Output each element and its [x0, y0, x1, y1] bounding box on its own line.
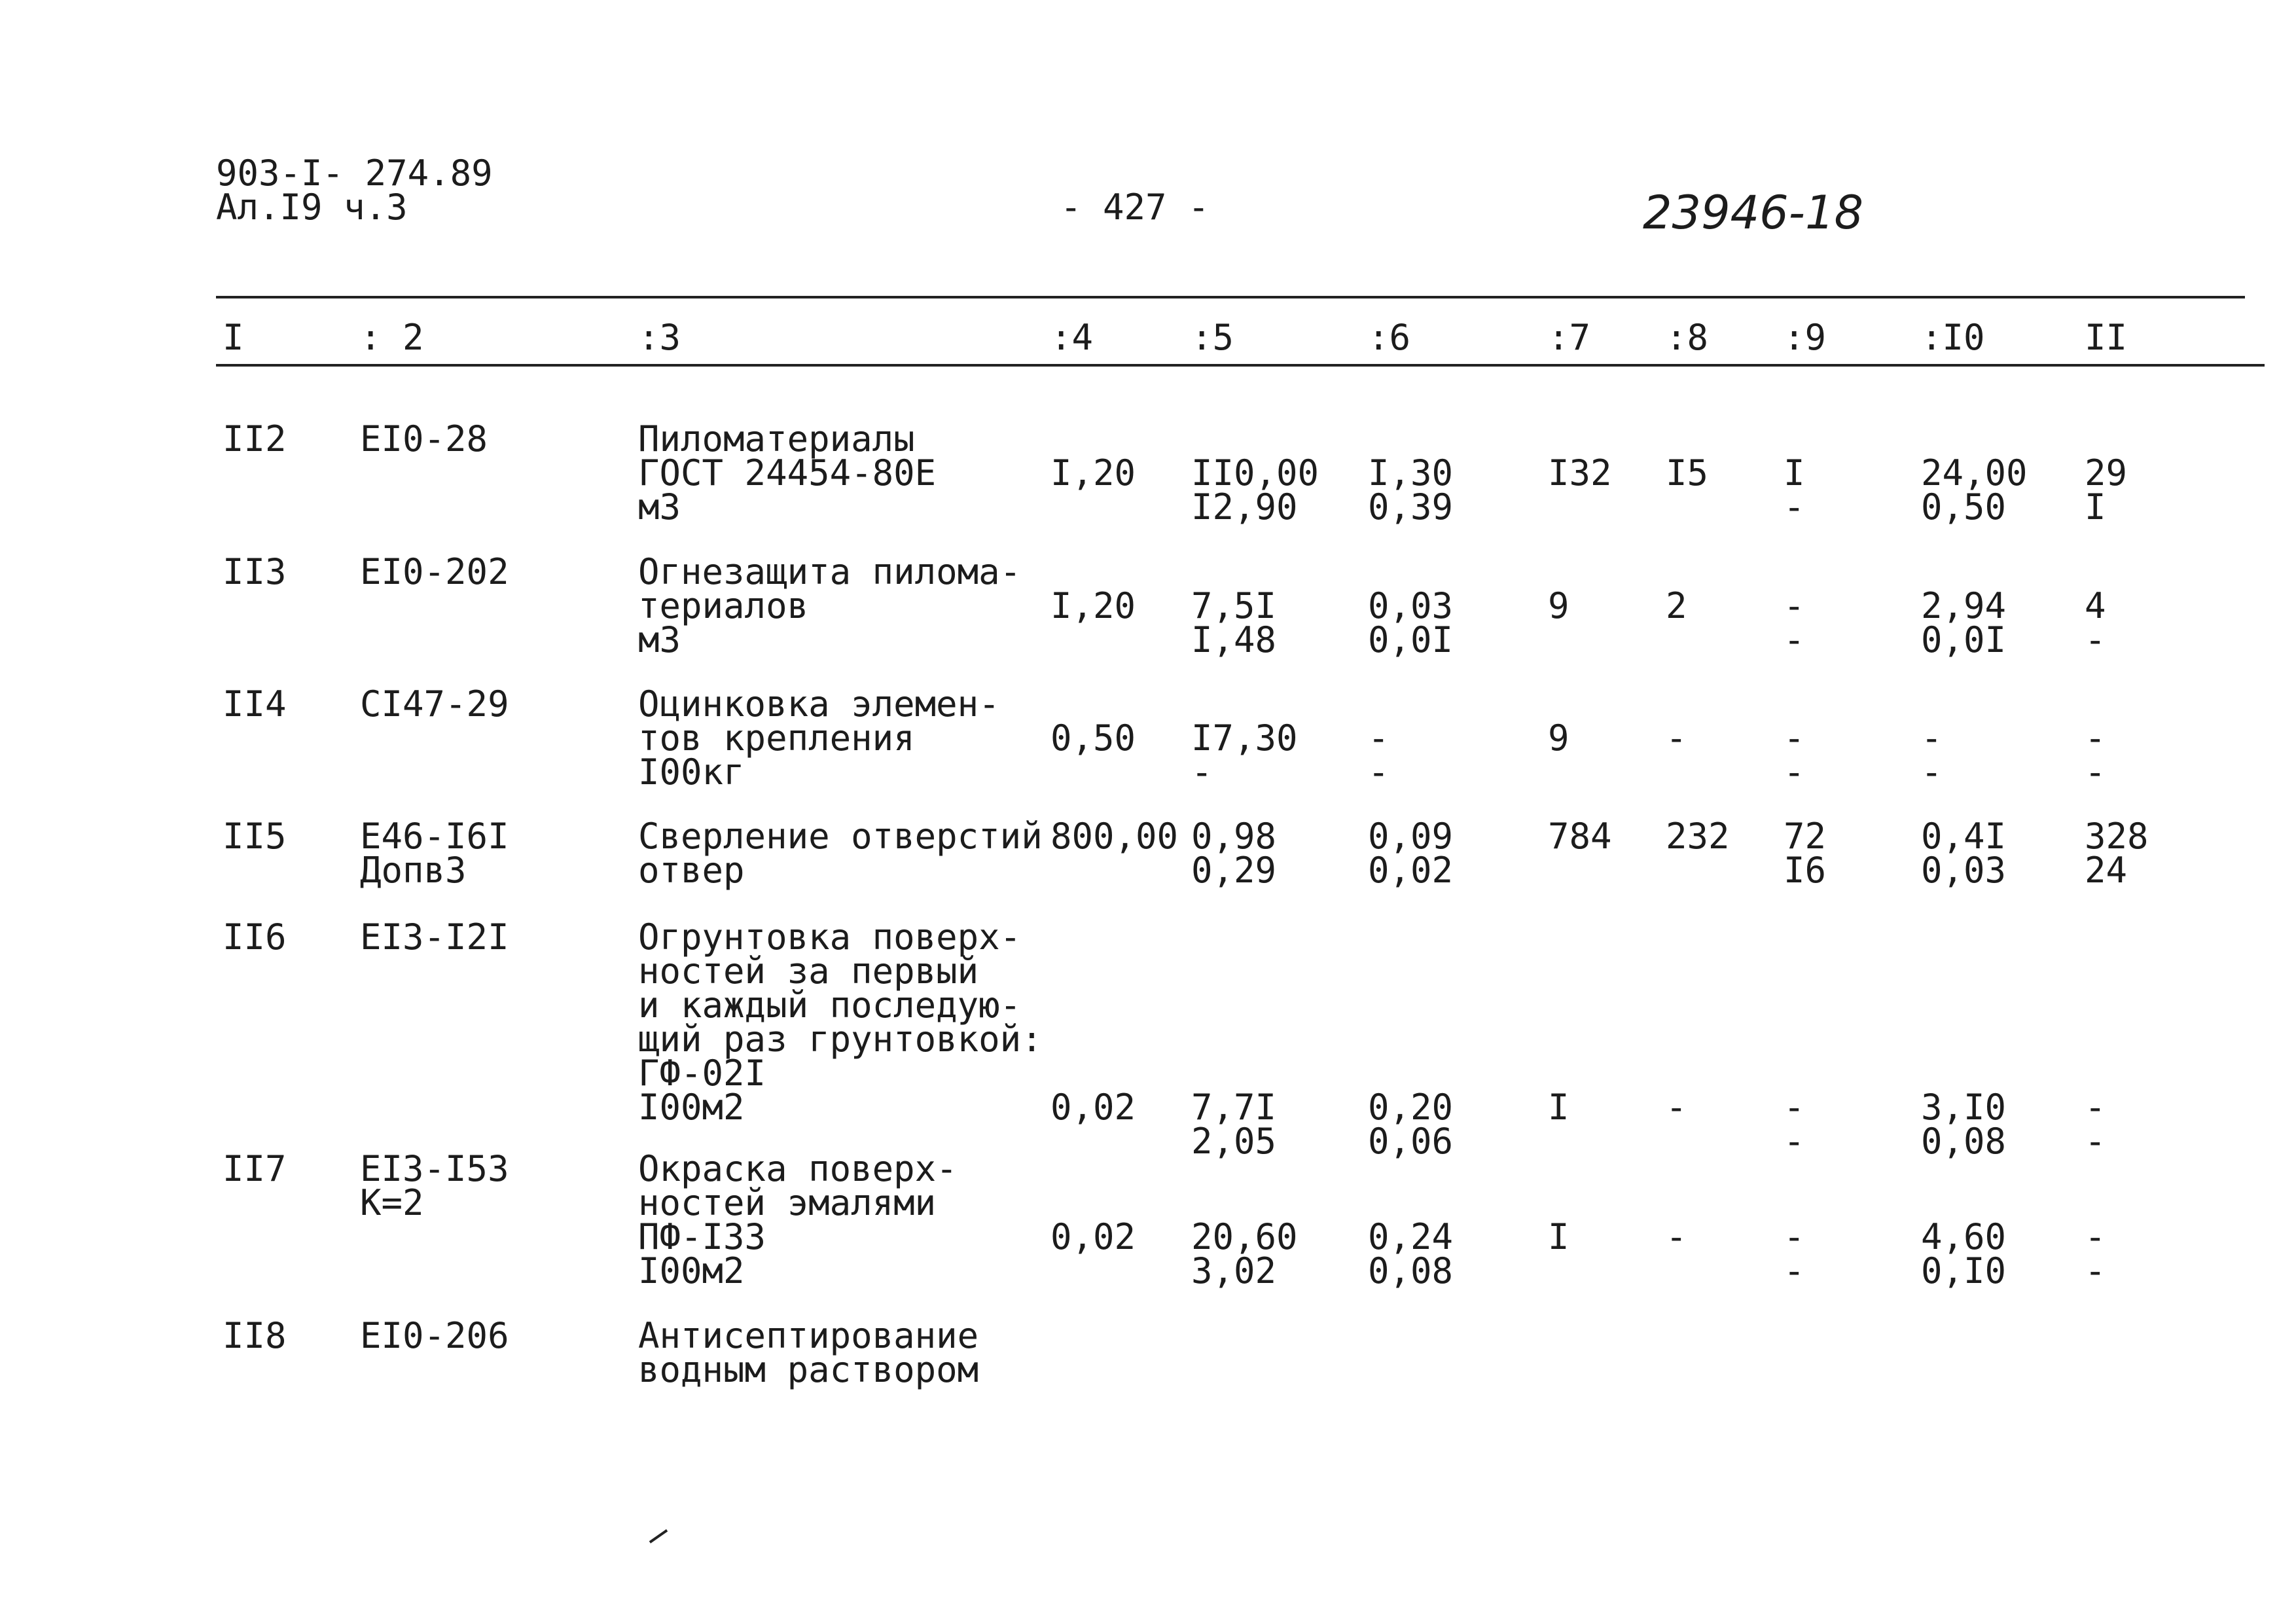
rate-code: EI3-I53 К=2 — [360, 1148, 509, 1223]
unit-cost: 0,98 0,29 — [1191, 816, 1277, 891]
total-cost: I32 — [1548, 452, 1612, 494]
document-number: 23946-18 — [1643, 186, 1864, 240]
rate-code: EI0-206 — [360, 1315, 509, 1356]
labor-hours: - - — [1921, 717, 1943, 793]
labor-hours: 2,94 0,0I — [1921, 585, 2007, 660]
unit-cost: 7,5I I,48 — [1191, 585, 1277, 660]
column-header: :8 — [1666, 317, 1709, 358]
total-cost: I — [1548, 1216, 1570, 1257]
rate-code: EI3-I2I — [360, 916, 509, 958]
work-description: Огрунтовка поверх- ностей за первый и каждый последую- щий раз грунтовкой: ГФ-02I I00м2 — [638, 916, 1043, 1128]
row-number: II3 — [223, 551, 287, 592]
rate-code: E46-I6I Допв3 — [360, 816, 509, 891]
rate-code: CI47-29 — [360, 683, 509, 725]
labor-cost: 0,20 0,06 — [1368, 1087, 1454, 1162]
labor-hours: 4,60 0,I0 — [1921, 1216, 2007, 1291]
unit-cost: I7,30 - — [1191, 717, 1298, 793]
labor-hours: 24,00 0,50 — [1921, 452, 2028, 528]
column-11-value: 4 - — [2085, 585, 2106, 660]
labor-hours: 3,I0 0,08 — [1921, 1087, 2007, 1162]
quantity: 800,00 — [1050, 816, 1179, 857]
machine-cost: 72 I6 — [1784, 816, 1827, 891]
column-header: :4 — [1050, 317, 1094, 358]
unit-cost: 20,60 3,02 — [1191, 1216, 1298, 1291]
labor-cost: 0,03 0,0I — [1368, 585, 1454, 660]
work-description: Окраска поверх- ностей эмалями ПФ-I33 I00м2 — [638, 1148, 958, 1291]
column-header: : 2 — [360, 317, 424, 358]
document-code: 903-I- 274.89 — [216, 153, 493, 194]
row-number: II5 — [223, 816, 287, 857]
sheet-label: Ал.I9 ч.3 — [216, 187, 408, 228]
column-header: :5 — [1191, 317, 1234, 358]
machine-cost: - - — [1784, 1216, 1805, 1291]
column-header: :7 — [1548, 317, 1591, 358]
total-cost: 9 — [1548, 585, 1570, 626]
labor-hours: 0,4I 0,03 — [1921, 816, 2007, 891]
labor-cost: - - — [1368, 717, 1390, 793]
work-description: Огнезащита пилома- териалов м3 — [638, 551, 1022, 660]
rate-code: EI0-202 — [360, 551, 509, 592]
wage-total: - — [1666, 1216, 1687, 1257]
column-11-value: - - — [2085, 1087, 2106, 1162]
machine-cost: - - — [1784, 1087, 1805, 1162]
total-cost: 9 — [1548, 717, 1570, 759]
total-cost: I — [1548, 1087, 1570, 1128]
wage-total: 232 — [1666, 816, 1730, 857]
rate-code: EI0-28 — [360, 418, 488, 460]
quantity: I,20 — [1050, 585, 1136, 626]
quantity: 0,02 — [1050, 1216, 1136, 1257]
machine-cost: - - — [1784, 717, 1805, 793]
work-description: Оцинковка элемен- тов крепления I00кг — [638, 683, 1000, 793]
quantity: 0,02 — [1050, 1087, 1136, 1128]
work-description: Пиломатериалы ГОСТ 24454-80Е м3 — [638, 418, 937, 528]
machine-cost: - - — [1784, 585, 1805, 660]
column-header: :I0 — [1921, 317, 1985, 358]
wage-total: - — [1666, 717, 1687, 759]
work-description: Антисептирование водным раствором — [638, 1315, 979, 1390]
row-number: II8 — [223, 1315, 287, 1356]
labor-cost: 0,09 0,02 — [1368, 816, 1454, 891]
quantity: I,20 — [1050, 452, 1136, 494]
wage-total: I5 — [1666, 452, 1709, 494]
machine-cost: I - — [1784, 452, 1805, 528]
work-description: Сверление отверстий отвер — [638, 816, 1043, 891]
row-number: II4 — [223, 683, 287, 725]
wage-total: 2 — [1666, 585, 1687, 626]
column-header: I — [223, 317, 244, 358]
labor-cost: I,30 0,39 — [1368, 452, 1454, 528]
column-11-value: 29 I — [2085, 452, 2128, 528]
row-number: II2 — [223, 418, 287, 460]
total-cost: 784 — [1548, 816, 1612, 857]
table-top-rule — [216, 296, 2245, 298]
page-number: - 427 - — [1060, 187, 1210, 228]
table-header-rule — [216, 364, 2265, 367]
row-number: II7 — [223, 1148, 287, 1189]
column-11-value: 328 24 — [2085, 816, 2149, 891]
row-number: II6 — [223, 916, 287, 958]
unit-cost: II0,00 I2,90 — [1191, 452, 1319, 528]
column-header: :6 — [1368, 317, 1411, 358]
quantity: 0,50 — [1050, 717, 1136, 759]
column-11-value: - - — [2085, 1216, 2106, 1291]
wage-total: - — [1666, 1087, 1687, 1128]
pen-mark — [649, 1529, 668, 1543]
unit-cost: 7,7I 2,05 — [1191, 1087, 1277, 1162]
column-header: :3 — [638, 317, 681, 358]
column-header: II — [2085, 317, 2128, 358]
labor-cost: 0,24 0,08 — [1368, 1216, 1454, 1291]
column-header: :9 — [1784, 317, 1827, 358]
column-11-value: - - — [2085, 717, 2106, 793]
